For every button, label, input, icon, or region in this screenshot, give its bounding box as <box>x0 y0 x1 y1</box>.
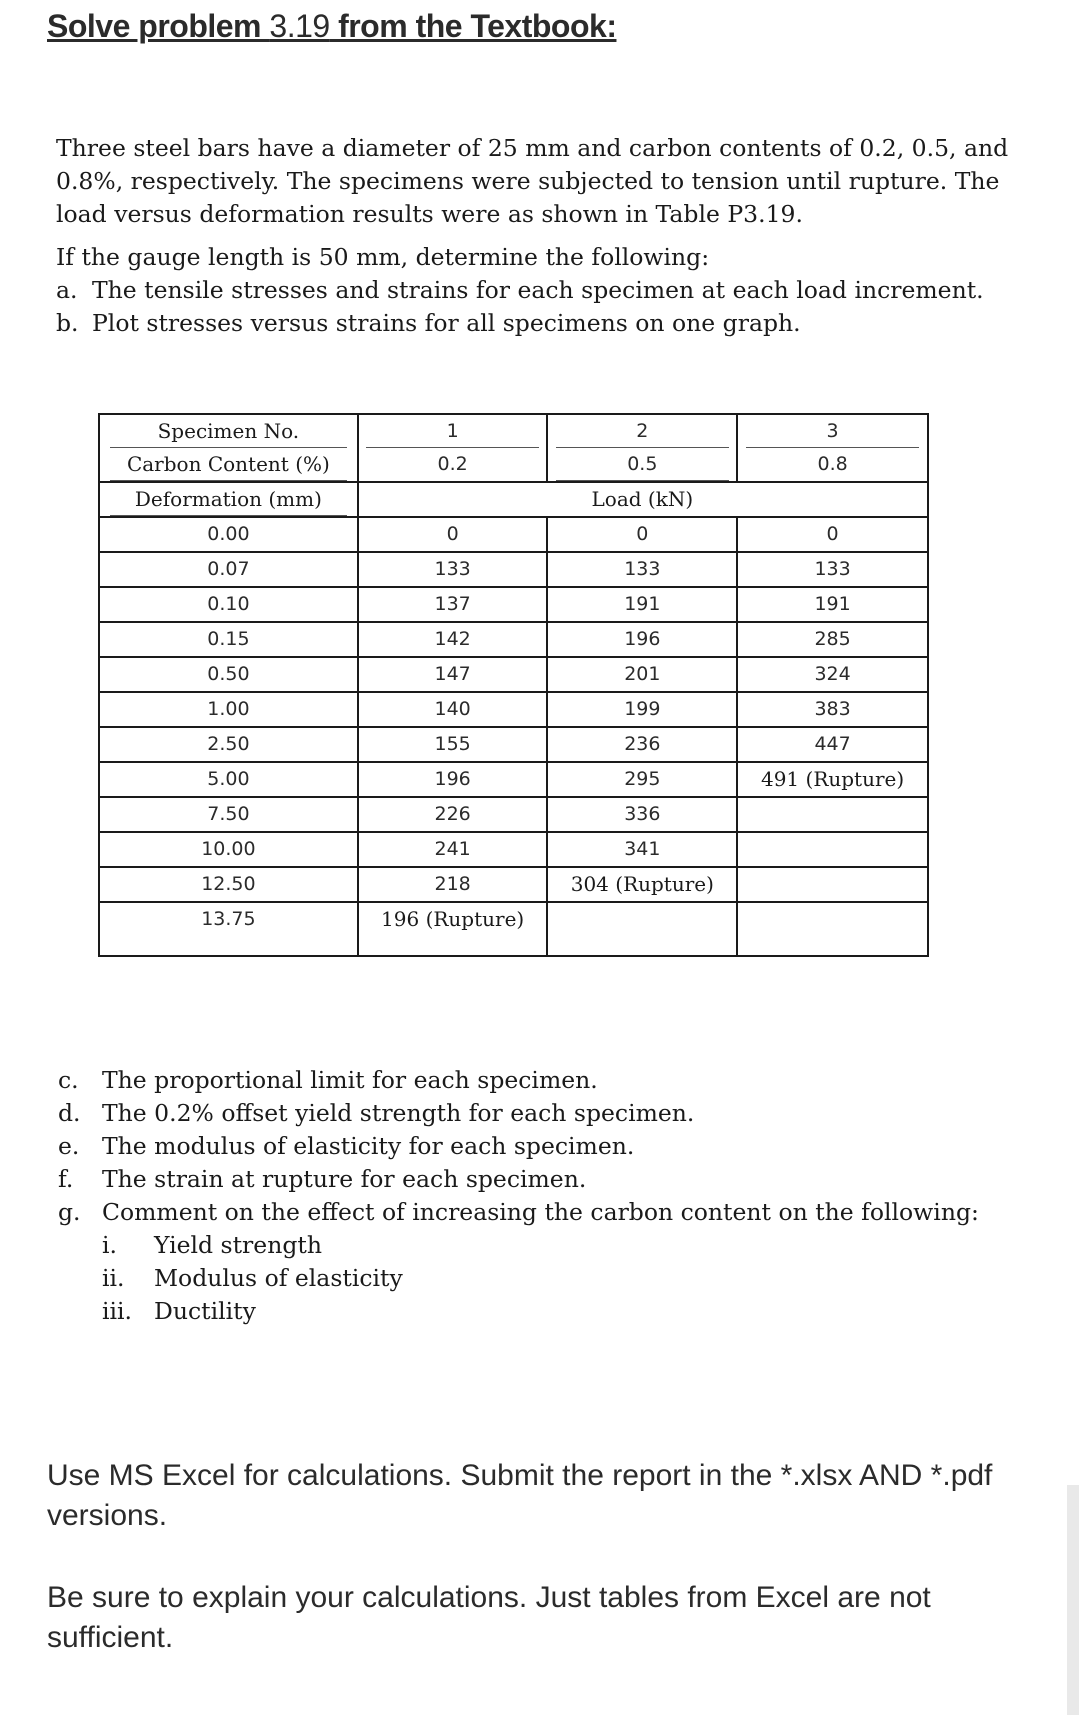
table-row <box>99 902 928 956</box>
specimen-2-carbon: 0.5 <box>547 448 737 482</box>
load-cell-specimen-2: 336 <box>547 797 737 832</box>
load-cell-specimen-3: 191 <box>737 587 928 622</box>
specimen-1-number: 1 <box>358 414 548 448</box>
table-row <box>99 762 928 797</box>
task-text: Plot stresses versus strains for all specimens on one graph. <box>92 309 801 337</box>
load-cell-specimen-1: 218 <box>358 867 548 902</box>
load-cell-specimen-3: 133 <box>737 552 928 587</box>
deformation-cell: 0.00 <box>99 517 358 552</box>
load-cell-specimen-1: 137 <box>358 587 548 622</box>
subquestion-text: Yield strength <box>154 1231 322 1259</box>
specimen-2-number: 2 <box>547 414 737 448</box>
header-specimen-label: Specimen No. <box>99 414 358 448</box>
load-cell-specimen-2: 133 <box>547 552 737 587</box>
load-cell-specimen-3: 491 (Rupture) <box>737 762 928 797</box>
deformation-cell: 0.15 <box>99 622 358 657</box>
problem-intro: Three steel bars have a diameter of 25 mm and carbon contents of 0.2, 0.5, and 0.8%, respectively. The specimens were subjected to tension until rupture. The load versus deformation results were as shown in Table P3.19. <box>56 134 1009 228</box>
header-load-label: Load (kN) <box>547 482 737 517</box>
subquestion-item: ii. Modulus of elasticity <box>102 1264 403 1292</box>
load-cell-specimen-2: 199 <box>547 692 737 727</box>
load-cell-specimen-1: 226 <box>358 797 548 832</box>
problem-statement <box>56 132 1041 340</box>
table-row <box>99 587 928 622</box>
table-header-carbon-row <box>99 448 928 482</box>
load-cell-specimen-1: 196 <box>358 762 548 797</box>
load-cell-specimen-3 <box>737 797 928 832</box>
load-cell-specimen-3: 285 <box>737 622 928 657</box>
table-row <box>99 622 928 657</box>
subquestion-list <box>102 1229 1043 1328</box>
load-cell-specimen-2 <box>547 902 737 956</box>
deformation-cell: 2.50 <box>99 727 358 762</box>
question-text: Comment on the effect of increasing the carbon content on the following: <box>102 1198 979 1226</box>
load-cell-specimen-1: 140 <box>358 692 548 727</box>
deformation-cell: 1.00 <box>99 692 358 727</box>
load-cell-specimen-2: 0 <box>547 517 737 552</box>
heading-suffix: from the Textbook: <box>329 8 617 44</box>
question-text: The 0.2% offset yield strength for each specimen. <box>102 1099 695 1127</box>
task-item <box>56 274 1041 307</box>
task-marker: a. <box>56 276 78 304</box>
load-cell-specimen-3: 383 <box>737 692 928 727</box>
load-cell-specimen-1: 196 (Rupture) <box>358 902 548 956</box>
load-cell-specimen-2: 201 <box>547 657 737 692</box>
table-row <box>99 832 928 867</box>
question-text: The proportional limit for each specimen. <box>102 1066 598 1094</box>
load-cell-specimen-3 <box>737 902 928 956</box>
specimen-3-carbon: 0.8 <box>737 448 928 482</box>
load-cell-specimen-3 <box>737 832 928 867</box>
question-list <box>58 1064 1043 1328</box>
load-deformation-table <box>98 413 929 957</box>
load-cell-specimen-3: 324 <box>737 657 928 692</box>
question-item: g. Comment on the effect of increasing the carbon content on the following: i. Yield strength ii. Modulus of elasticity iii. Ductility <box>58 1196 1043 1328</box>
load-cell-specimen-2: 191 <box>547 587 737 622</box>
load-cell-specimen-2: 295 <box>547 762 737 797</box>
page-heading <box>47 8 616 45</box>
task-item <box>56 307 1041 340</box>
table-row <box>99 517 928 552</box>
table-row <box>99 797 928 832</box>
question-item: f. The strain at rupture for each specimen. <box>58 1165 587 1193</box>
table-row <box>99 692 928 727</box>
deformation-cell: 10.00 <box>99 832 358 867</box>
header-blank <box>737 482 928 517</box>
subquestion-text: Ductility <box>154 1297 256 1325</box>
load-cell-specimen-2: 304 (Rupture) <box>547 867 737 902</box>
deformation-cell: 0.07 <box>99 552 358 587</box>
instruction-explain: Be sure to explain your calculations. Just tables from Excel are not sufficient. <box>47 1581 931 1654</box>
task-marker: b. <box>56 309 79 337</box>
load-cell-specimen-2: 196 <box>547 622 737 657</box>
specimen-1-carbon: 0.2 <box>358 448 548 482</box>
task-text: The tensile stresses and strains for each specimen at each load increment. <box>92 276 984 304</box>
header-deformation-label: Deformation (mm) <box>99 482 358 517</box>
load-cell-specimen-3: 0 <box>737 517 928 552</box>
specimen-3-number: 3 <box>737 414 928 448</box>
question-item: c. The proportional limit for each specimen. <box>58 1066 598 1094</box>
question-text: The strain at rupture for each specimen. <box>102 1165 587 1193</box>
deformation-cell: 12.50 <box>99 867 358 902</box>
load-cell-specimen-1: 241 <box>358 832 548 867</box>
heading-prefix: Solve problem <box>47 8 270 44</box>
load-cell-specimen-1: 0 <box>358 517 548 552</box>
load-cell-specimen-2: 341 <box>547 832 737 867</box>
load-cell-specimen-1: 155 <box>358 727 548 762</box>
load-cell-specimen-1: 142 <box>358 622 548 657</box>
subquestion-item: iii. Ductility <box>102 1297 256 1325</box>
submission-instructions <box>47 1456 1047 1700</box>
deformation-cell: 0.50 <box>99 657 358 692</box>
load-cell-specimen-1: 147 <box>358 657 548 692</box>
question-text: The modulus of elasticity for each specimen. <box>102 1132 635 1160</box>
table-row <box>99 552 928 587</box>
heading-problem-number: 3.19 <box>269 8 330 44</box>
task-intro: If the gauge length is 50 mm, determine the following: <box>56 243 710 271</box>
table-header-specimen-row <box>99 414 928 448</box>
table-header-units-row <box>99 482 928 517</box>
table-row <box>99 867 928 902</box>
deformation-cell: 13.75 <box>99 902 358 956</box>
header-carbon-label: Carbon Content (%) <box>99 448 358 482</box>
subquestion-text: Modulus of elasticity <box>154 1264 403 1292</box>
load-cell-specimen-2: 236 <box>547 727 737 762</box>
task-list <box>56 274 1041 340</box>
question-item: d. The 0.2% offset yield strength for each specimen. <box>58 1099 695 1127</box>
subquestion-item: i. Yield strength <box>102 1231 322 1259</box>
deformation-cell: 0.10 <box>99 587 358 622</box>
instruction-excel: Use MS Excel for calculations. Submit the report in the *.xlsx AND *.pdf versions. <box>47 1459 993 1532</box>
load-cell-specimen-3: 447 <box>737 727 928 762</box>
header-blank <box>358 482 548 517</box>
deformation-cell: 5.00 <box>99 762 358 797</box>
table-row <box>99 727 928 762</box>
question-item: e. The modulus of elasticity for each specimen. <box>58 1132 635 1160</box>
deformation-cell: 7.50 <box>99 797 358 832</box>
table-row <box>99 657 928 692</box>
load-cell-specimen-3 <box>737 867 928 902</box>
scrollbar[interactable] <box>1067 1485 1079 1715</box>
load-cell-specimen-1: 133 <box>358 552 548 587</box>
